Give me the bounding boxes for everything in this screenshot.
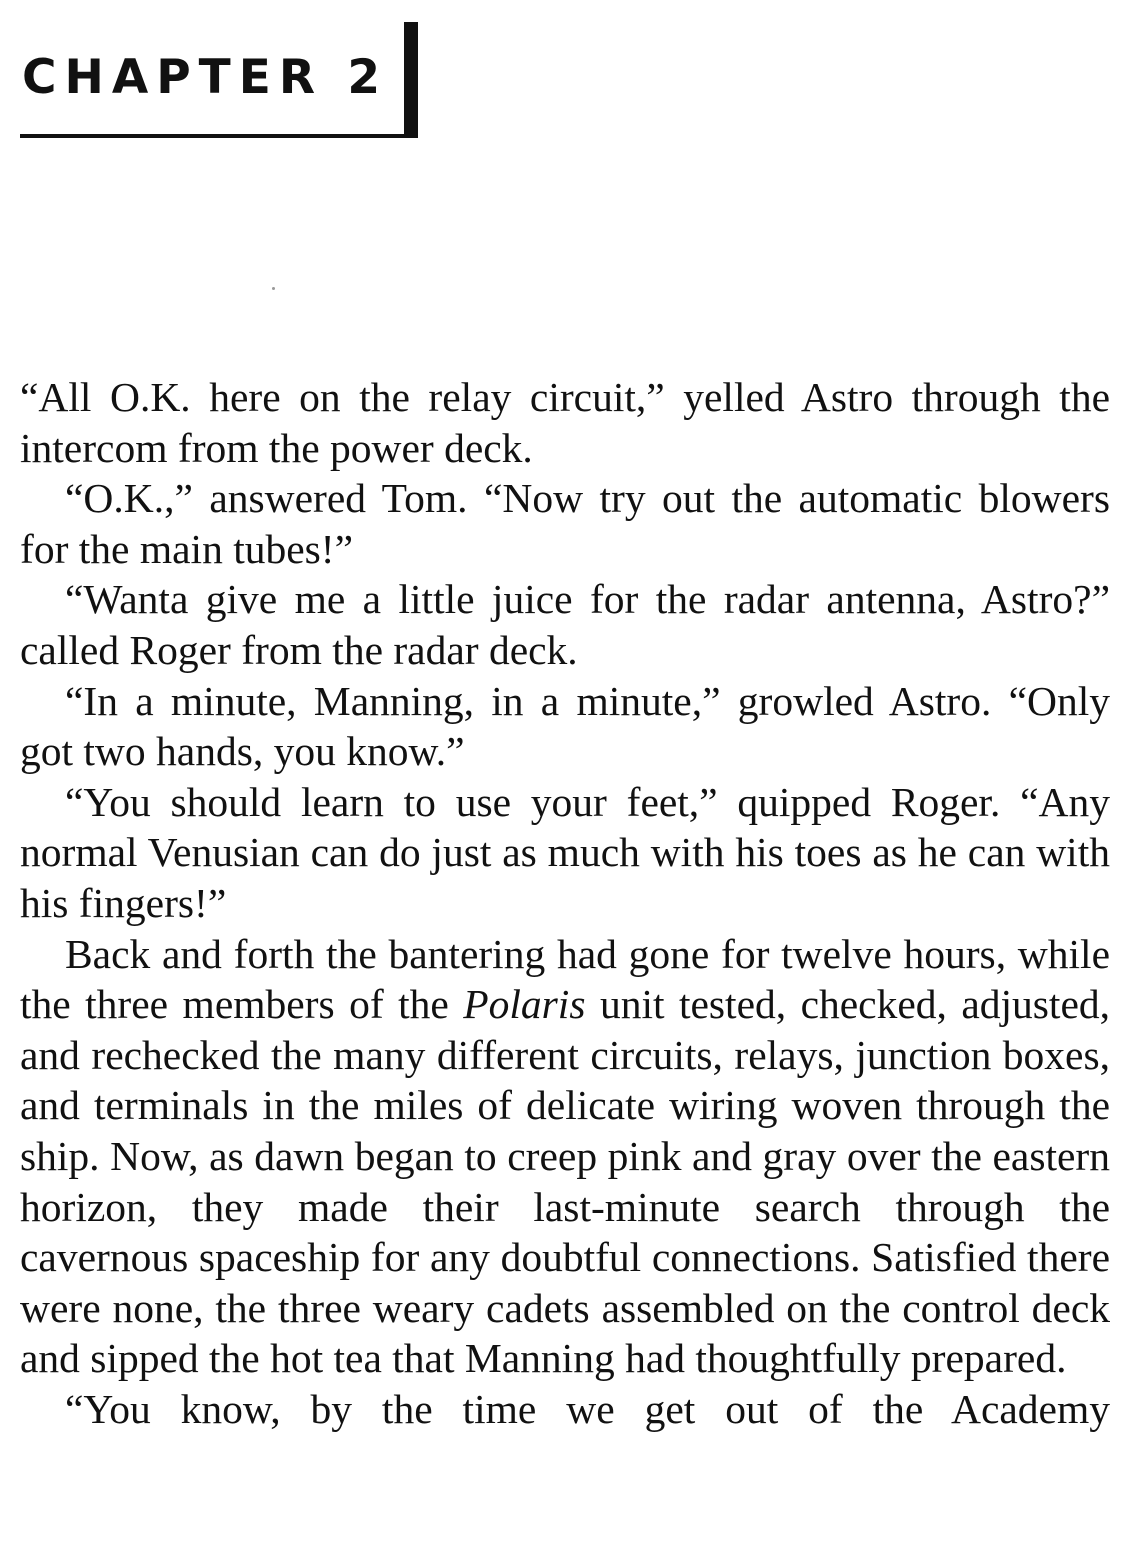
page-speck <box>272 287 275 290</box>
paragraph-text: unit tested, checked, adjusted, and rechecked the many different circuits, relays, junction boxes, and terminals in the miles of delicate wiring woven through the ship. Now, as dawn began to creep pink and gray over the eastern horizon, they made their last-minute search through the cavernous spaceship for any doubtful connections. Satisfied there were none, the three weary cadets assembled on the control deck and sipped the hot tea that Manning had thoughtfully prepared. <box>20 981 1111 1382</box>
chapter-title: CHAPTER 2 <box>22 50 389 105</box>
paragraph: “Wanta give me a little juice for the radar antenna, Astro?” called Roger from the radar deck. <box>20 576 1110 673</box>
paragraph: “O.K.,” answered Tom. “Now try out the automatic blowers for the main tubes!” <box>20 475 1110 572</box>
paragraph: “You should learn to use your feet,” quipped Roger. “Any normal Venusian can do just as much with his toes as he can with his fingers!” <box>20 778 1110 926</box>
ship-name: Polaris <box>463 981 586 1028</box>
paragraph <box>20 929 1110 1384</box>
paragraph: “In a minute, Manning, in a minute,” growled Astro. “Only got two hands, you know.” <box>20 677 1110 775</box>
paragraph-text: Back and forth the bantering had gone for twelve hours, while the three members of the <box>20 930 1110 1028</box>
body-text <box>20 372 1110 1434</box>
paragraph: “All O.K. here on the relay circuit,” yelled Astro through the intercom from the power deck. <box>20 374 1110 471</box>
paragraph: “You know, by the time we get out of the Academy <box>65 1385 1110 1432</box>
